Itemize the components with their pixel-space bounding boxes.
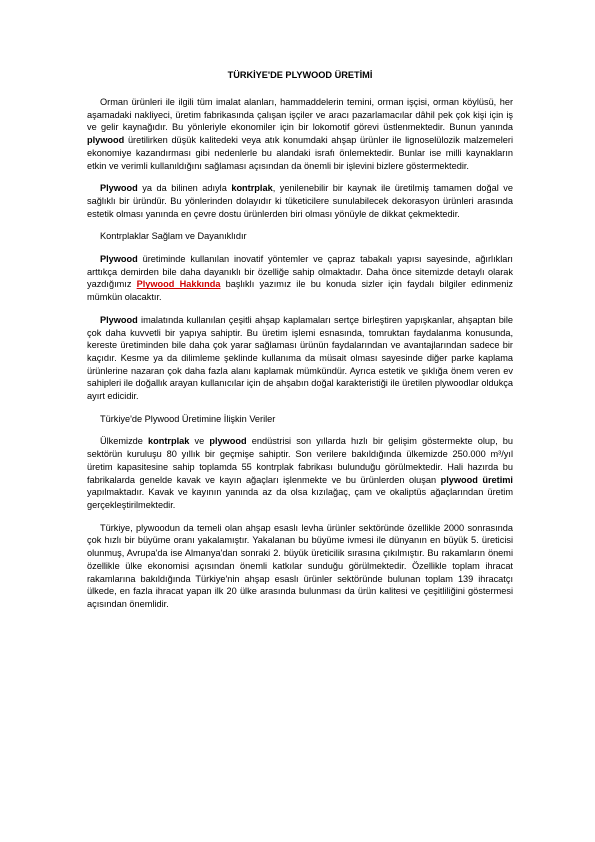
plywood-hakkinda-link[interactable]: Plywood Hakkında: [136, 279, 221, 290]
text-span: yapılmaktadır. Kavak ve kayının yanında az da olsa kızılağaç, çam ve okaliptüs ağaçlarından üretim gerçekleştirilmektedir.: [87, 487, 513, 510]
bold-term: plywood üretimi: [440, 474, 513, 485]
bold-term: Plywood: [100, 183, 138, 194]
text-span: Türkiye, plywoodun da temeli olan ahşap esaslı levha ürünler sektöründe özellikle 2000 sonrasında çok hızlı bir büyüme oranı yakalamıştır. Yakalanan bu büyüme ivmesi ile dünyanın en büyük 5. üreticisi olunmuş, Avrupa'da ise Almanya'dan sonraki 2. büyük üreticilik sırasına çıkılmıştır. Bu rakamların önemi özellikle ülke ekonomisi açısından önemli katkılar sunduğu görülmektedir. Özellikle toplam ihracat rakamlarına bakıldığında Türkiye'nin ahşap esaslı ürünler sektöründe bulunan toplam 139 ihracatçı ülkede, en fazla ihracat yapan ilk 20 ülke arasında bulunması da ürün kalitesi ve çeşitliliğini göstermesi açısından önemlidir.: [87, 522, 513, 609]
paragraph-production-methods: [87, 253, 513, 304]
bold-term: Plywood: [100, 254, 138, 265]
text-span: Ülkemizde: [100, 436, 149, 447]
bold-term: plywood: [209, 436, 247, 447]
text-span: ya da bilinen adıyla: [137, 183, 232, 194]
text-span: imalatında kullanılan çeşitli ahşap kaplamaları sertçe birleştiren yapışkanlar, ahşaptan bile çok daha kuvvetli bir yapıya sahiptir. Bu üretim işlemi esnasında, tomruktan faydalanma konusunda, kereste üretiminden bile daha çok yarar sağlaması ürünün faydalarından ve avantajlarından sadece bir kaçıdır. Kesme ya da dilimleme şeklinde kullanıma da müsait olması sayesinde diğer parke kaplama ürünlerine nazaran çok daha fazla alanı kaplamak mümkündür. Ayrıca estetik ve şıklığa önem veren ev sahipleri ile doğallık arayan kullanıcılar için de ahşabın doğal karakteristiği ile üretilen plywoodlar oldukça ayırt edicidir.: [87, 314, 513, 402]
text-span: başlıklı yazımız ile bu konuda sizler için faydalı bilgiler edinmeniz mümkün olacaktır.: [87, 279, 513, 303]
text-span: , yenilenebilir bir kaynak ile üretilmiş tamamen doğal ve sağlıklı bir üründür. Bu yönlerinden dolayıdır ki tüketicilere sunulabilecek dekorasyon ürünleri arasında estetik olması yanında en çevre dostu ürünlerden biri olması yönüyle de dikkat çekmektedir.: [87, 183, 514, 219]
section-heading-turkey-data: Türkiye'de Plywood Üretimine İlişkin Veriler: [100, 413, 276, 424]
text-span: Orman ürünleri ile ilgili tüm imalat alanları, hammaddelerin temini, orman işçisi, orman köylüsü, her aşamadaki nakliyeci, üretim fabrikasında çalışan işçiler ve aracı pazarlamacılar dâhil pek çok kişi için iş ve gelir kaynağıdır. Bu yönleriyle ekonomiler için bir lokomotif görevi üstlenmektedir. Bunun yanında: [87, 97, 513, 133]
text-span: endüstrisi son yıllarda hızlı bir gelişim göstermekte olup, bu sektörün kuruluşu 80 yıllık bir geçmişe sahiptir. Son verilere bakıldığında ülkemizde 250.000 m³/yıl üretim kapasitesine sahip toplamda 55 kontrplak fabrikası bulunduğu görülmektedir. Hali hazırda bu fabrikalarda genelde kavak ve kayın ağaçları işlenmekte ve bu ürünlerden oluşan: [87, 436, 513, 485]
bold-term: kontrplak: [231, 183, 273, 194]
page-title: TÜRKİYE'DE PLYWOOD ÜRETİMİ: [227, 70, 373, 80]
section-heading-durability: Kontrplaklar Sağlam ve Dayanıklıdır: [100, 231, 247, 242]
bold-term: plywood: [87, 135, 125, 146]
text-span: üretiminde kullanılan inovatif yöntemler ve çapraz tabakalı yapısı sayesinde, ağırlıkları arttıkça demirden bile daha dayanıklı bir özelliğe sahip olmaktadır. Daha önce sitemizde detaylı olarak yazdığımız: [87, 254, 513, 290]
text-span: ve: [189, 436, 210, 447]
paragraph-manufacturing: [87, 314, 513, 403]
paragraph-intro: [87, 96, 513, 172]
text-span: üretilirken düşük kalitedeki veya atık konumdaki ahşap ürünler ile lignoselülozik malzemeleri ekonomiye kazandırması gibi nedenlerle bu alandaki israfı önlemektedir. Bunlar ise milli kaynakların etkin ve verimli kullanıldığını sağlaması açısından da önemli bir işlevini bizlere göstermektedir.: [87, 135, 513, 171]
paragraph-turkey-industry: [87, 435, 513, 511]
bold-term: Plywood: [100, 314, 138, 325]
paragraph-turkey-growth: [87, 522, 513, 611]
bold-term: kontrplak: [148, 436, 190, 447]
paragraph-plywood-definition: [87, 182, 513, 220]
